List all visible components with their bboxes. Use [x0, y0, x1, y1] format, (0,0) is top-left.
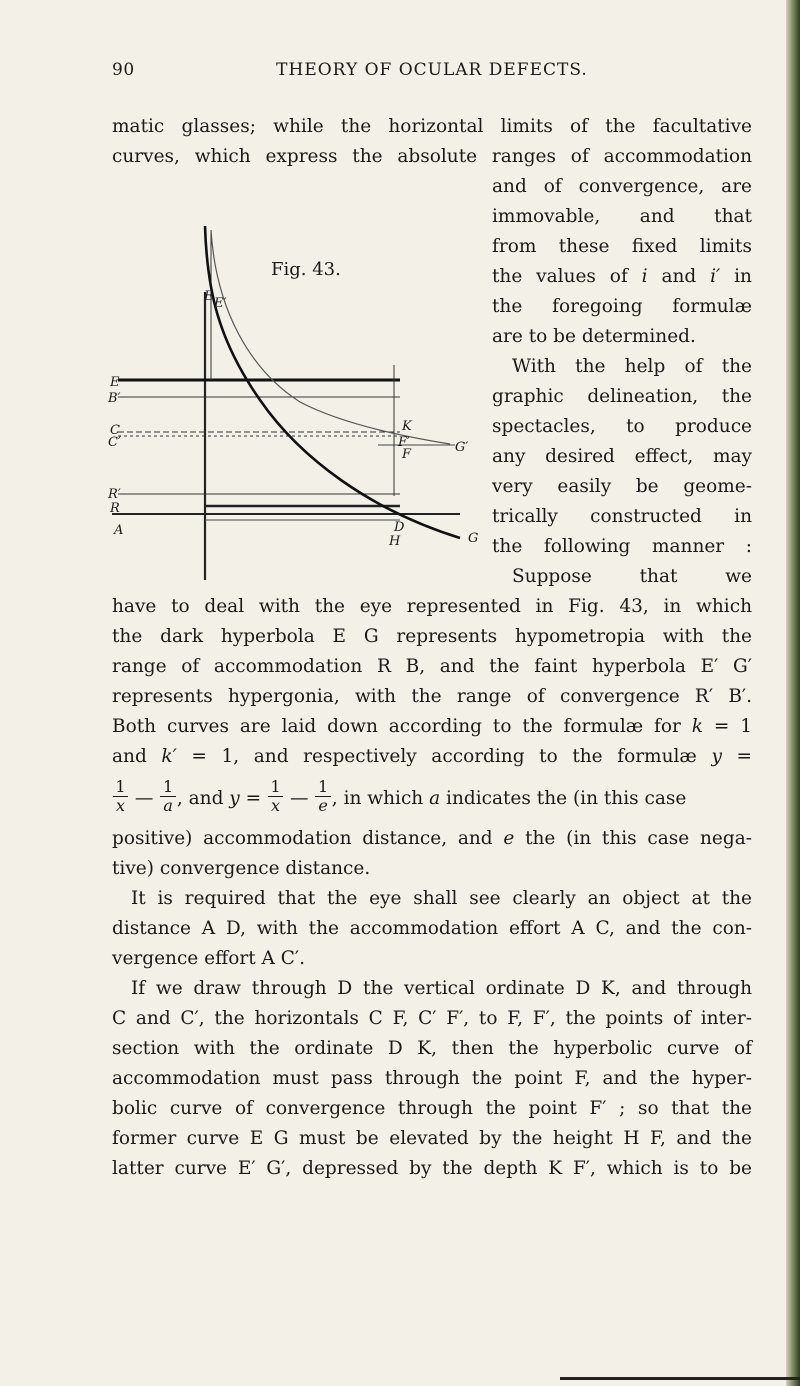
text-run: in which	[337, 788, 430, 809]
text-line: matic glasses; while the horizontal limits of the facultative	[112, 116, 752, 137]
figure-43-diagram	[100, 140, 492, 580]
text-line: from these fixed limits	[492, 236, 752, 257]
label-G-prime: G′	[455, 440, 469, 455]
text-line: the foregoing formulæ	[492, 296, 752, 317]
numerator: 1	[115, 776, 126, 796]
denominator: x	[113, 796, 128, 815]
label-F: F	[402, 447, 412, 462]
text-line: any desired effect, may	[492, 446, 752, 467]
page-number: 90	[112, 60, 135, 80]
text-run: =	[721, 746, 752, 767]
math-var: i′	[710, 266, 721, 287]
denominator: x	[268, 796, 283, 815]
fraction-1-over-e	[315, 778, 330, 815]
text-line: have to deal with the eye represented in Fig. 43, in which	[112, 596, 752, 617]
text-run: ,	[331, 788, 338, 809]
page-header	[112, 60, 752, 84]
text-line	[112, 824, 752, 854]
label-K: K	[402, 419, 412, 434]
text-line: Suppose that we	[512, 566, 752, 587]
text-run: and	[647, 266, 711, 287]
text-line: and of convergence, are	[492, 176, 752, 197]
text-line: It is required that the eye shall see clearly an object at the	[131, 888, 752, 909]
text-line: If we draw through D the vertical ordinate D K, and through	[131, 978, 752, 999]
label-G: G	[468, 531, 479, 546]
figure-caption: Fig. 43.	[271, 259, 341, 280]
label-D: D	[394, 520, 405, 535]
text-line: very easily be geome-	[492, 476, 752, 497]
fraction-1-over-x	[113, 778, 128, 815]
label-R-prime-left: R′	[108, 487, 121, 502]
text-line: accommodation must pass through the point F, and the hyper-	[112, 1068, 752, 1089]
label-C-prime-left: C′	[108, 435, 121, 450]
text-run: = 1, and respectively according to the formulæ	[176, 746, 712, 767]
text-line: the dark hyperbola E G represents hypometropia with the	[112, 626, 752, 647]
text-line	[112, 742, 752, 772]
text-line: C and C′, the horizontals C F, C′ F′, to F, F′, the points of inter-	[112, 1008, 752, 1029]
label-R-left: R	[110, 501, 120, 516]
math-var: e	[503, 828, 515, 849]
minus-sign: —	[134, 788, 154, 809]
formula-line	[112, 776, 752, 822]
denominator: a	[160, 796, 176, 815]
label-F-prime: F′	[398, 435, 410, 450]
label-E-left: E	[110, 375, 120, 390]
denominator: e	[315, 796, 330, 815]
text-line: With the help of the	[512, 356, 752, 377]
text-run: in	[720, 266, 752, 287]
text-line: graphic delineation, the	[492, 386, 752, 407]
text-run: = 1	[702, 716, 752, 737]
running-head: THEORY OF OCULAR DEFECTS.	[276, 60, 588, 80]
text-line	[492, 262, 752, 292]
text-run: the (in this case nega-	[514, 828, 752, 849]
text-run: positive) accommodation distance, and	[112, 828, 504, 849]
text-line: section with the ordinate D K, then the hyperbolic curve of	[112, 1038, 752, 1059]
math-var: k′	[161, 746, 177, 767]
text-line: spectacles, to produce	[492, 416, 752, 437]
text-run: , and	[176, 788, 230, 809]
text-run: and	[112, 746, 162, 767]
label-C-left: C	[110, 423, 120, 438]
label-H: H	[389, 534, 401, 549]
text-line: the following manner :	[492, 536, 752, 557]
page-edge-shadow	[786, 0, 800, 1386]
text-run: the values of	[492, 266, 642, 287]
text-line: latter curve E′ G′, depressed by the depth K F′, which is to be	[112, 1158, 752, 1179]
math-var: a	[429, 788, 441, 809]
numerator: 1	[270, 776, 281, 796]
minus-sign: —	[289, 788, 309, 809]
text-line: former curve E G must be elevated by the height H F, and the	[112, 1128, 752, 1149]
text-line: trically constructed in	[492, 506, 752, 527]
text-line: tive) convergence distance.	[112, 858, 371, 879]
text-line: range of accommodation R B, and the faint hyperbola E′ G′	[112, 656, 752, 677]
text-run: indicates the (in this case	[440, 788, 687, 809]
text-line	[112, 712, 752, 742]
text-line: represents hypergonia, with the range of convergence R′ B′.	[112, 686, 752, 707]
text-line: are to be determined.	[492, 326, 696, 347]
label-A-left: A	[114, 523, 124, 538]
text-run: =	[239, 788, 268, 809]
math-var: y	[711, 746, 722, 767]
label-E-top: E	[204, 289, 214, 304]
text-line: distance A D, with the accommodation effort A C, and the con-	[112, 918, 752, 939]
math-var: k	[691, 716, 703, 737]
text-line: immovable, and that	[492, 206, 752, 227]
numerator: 1	[162, 776, 174, 796]
fraction-1-over-x-second	[268, 778, 283, 815]
bottom-rule	[560, 1377, 800, 1380]
label-E-prime-top: E′	[214, 296, 227, 311]
text-line: curves, which express the absolute ranges of accommodation	[112, 146, 752, 167]
fraction-1-over-a	[160, 778, 176, 815]
text-line: bolic curve of convergence through the point F′ ; so that the	[112, 1098, 752, 1119]
label-B-prime-left: B′	[108, 391, 121, 406]
figure-43	[100, 140, 492, 580]
text-run: Both curves are laid down according to the formulæ for	[112, 716, 692, 737]
math-var: i	[641, 266, 648, 287]
math-var: y	[229, 788, 240, 809]
numerator: 1	[317, 776, 329, 796]
text-line: vergence effort A C′.	[112, 948, 306, 969]
